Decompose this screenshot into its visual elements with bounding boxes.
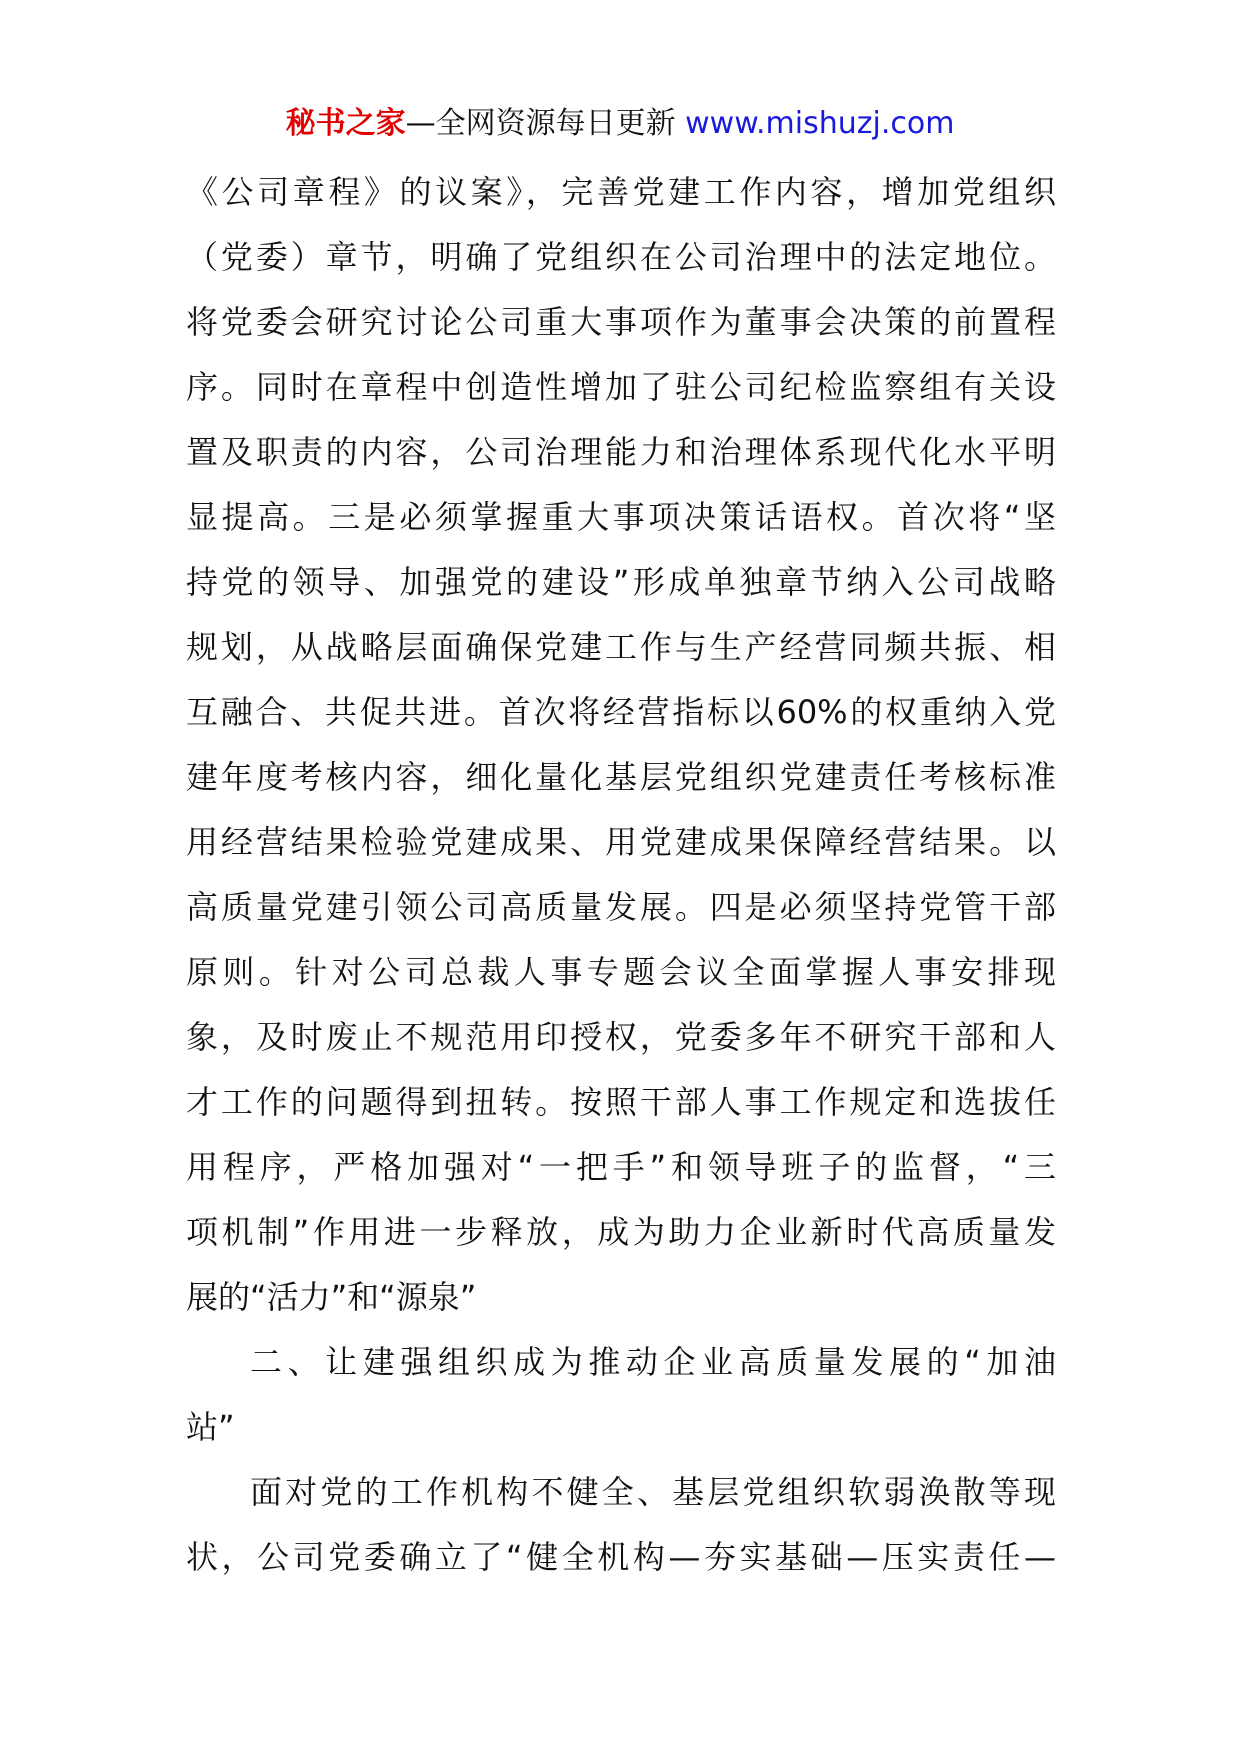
text-line: 象，及时废止不规范用印授权，党委多年不研究干部和人 (186, 1018, 1056, 1056)
section-heading-line: 二、让建强组织成为推动企业高质量发展的“加油 (250, 1343, 1056, 1381)
text-line: 置及职责的内容，公司治理能力和治理体系现代化水平明 (186, 433, 1056, 471)
text-line: 互融合、共促共进。首次将经营指标以60%的权重纳入党 (186, 693, 1056, 731)
text-line: 序。同时在章程中创造性增加了驻公司纪检监察组有关设 (186, 368, 1056, 406)
brand-name: 秘书之家 (285, 106, 406, 141)
text-line: 原则。针对公司总裁人事专题会议全面掌握人事安排现 (186, 953, 1056, 991)
text-line: 状，公司党委确立了“健全机构—夯实基础—压实责任— (186, 1538, 1056, 1576)
text-line: 持党的领导、加强党的建设”形成单独章节纳入公司战略 (186, 563, 1056, 601)
site-url-link[interactable]: www.mishuzj.com (685, 106, 955, 141)
section-heading-line: 站” (186, 1408, 235, 1446)
text-line: 才工作的问题得到扭转。按照干部人事工作规定和选拔任 (186, 1083, 1056, 1121)
text-line: 项机制”作用进一步释放，成为助力企业新时代高质量发 (186, 1213, 1056, 1251)
text-line: 高质量党建引领公司高质量发展。四是必须坚持党管干部 (186, 888, 1056, 926)
header-tagline: —全网资源每日更新 (405, 106, 686, 141)
text-line: 将党委会研究讨论公司重大事项作为董事会决策的前置程 (186, 303, 1056, 341)
text-line: 用经营结果检验党建成果、用党建成果保障经营结果。以 (186, 823, 1056, 861)
text-line: 建年度考核内容，细化量化基层党组织党建责任考核标准 (186, 758, 1056, 796)
site-header (0, 104, 1240, 144)
document-body (186, 160, 1056, 1590)
text-line: 面对党的工作机构不健全、基层党组织软弱涣散等现 (250, 1473, 1056, 1511)
text-line: 规划，从战略层面确保党建工作与生产经营同频共振、相 (186, 628, 1056, 666)
text-line: 《公司章程》的议案》，完善党建工作内容，增加党组织 (186, 173, 1056, 211)
text-line: 显提高。三是必须掌握重大事项决策话语权。首次将“坚 (186, 498, 1056, 536)
text-line: 用程序，严格加强对“一把手”和领导班子的监督，“三 (186, 1148, 1056, 1186)
text-line: 展的“活力”和“源泉” (186, 1278, 477, 1316)
text-line: （党委）章节，明确了党组织在公司治理中的法定地位。 (186, 238, 1056, 276)
